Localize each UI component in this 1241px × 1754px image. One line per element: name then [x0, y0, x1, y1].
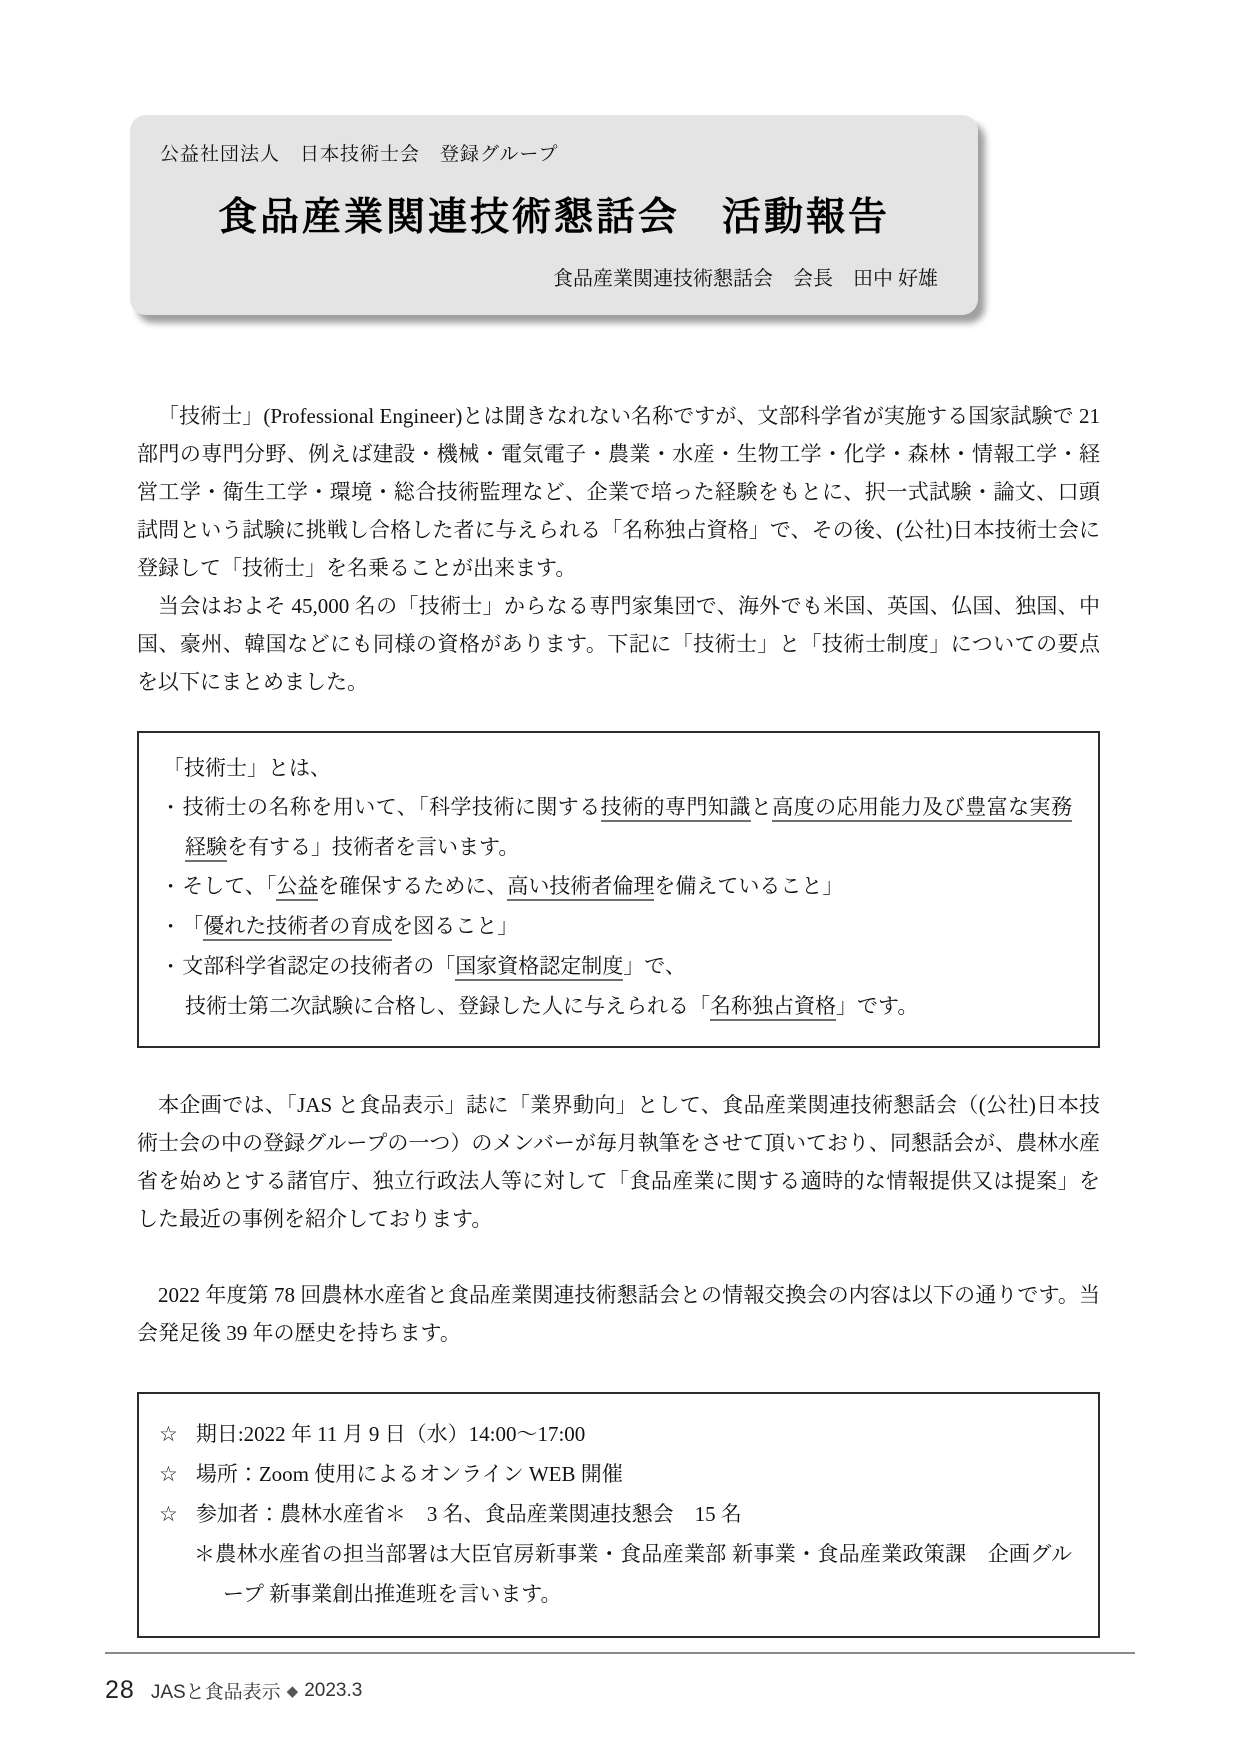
meeting-participants-text: 参加者：農林水産省＊ 3 名、食品産業関連技懇会 15 名	[195, 1502, 742, 1526]
meeting-date-text: 期日:2022 年 11 月 9 日（水）14:00～17:00	[195, 1422, 586, 1446]
footer-divider	[105, 1652, 1135, 1654]
bullet-text: 技術士の名称を用いて、「科学技術に関する	[182, 795, 601, 819]
meeting-date-item	[159, 1414, 1072, 1454]
bullet-text: 技術士第二次試験に合格し、登録した人に与えられる「	[185, 994, 710, 1018]
meeting-note: ＊農林水産省の担当部署は大臣官房新事業・食品産業部 新事業・食品産業政策課 企画グループ 新事業創出推進班を言います。	[194, 1542, 1072, 1606]
bullet-text: 」で、	[623, 954, 686, 978]
meeting-participants-item	[159, 1494, 1072, 1534]
underlined-term: 高度の応用能力及び豊富な実務経験	[185, 795, 1072, 862]
bullet-text: と	[750, 795, 773, 819]
underlined-term: 技術的専門知識	[601, 795, 751, 822]
star-icon: ☆	[159, 1502, 178, 1526]
definition-bullet-2	[155, 867, 1072, 907]
underlined-term: 高い技術者倫理	[507, 874, 654, 901]
definition-bullet-1	[155, 788, 1072, 867]
bullet-icon: •	[168, 879, 174, 895]
bullet-text: 」です。	[836, 994, 919, 1018]
bullet-text: を有する」技術者を言います。	[227, 835, 520, 859]
bullet-text: を確保するために、	[318, 874, 508, 898]
paragraph-publication: 本企画では、「JAS と食品表示」誌に「業界動向」として、食品産業関連技術懇話会（(公社)日本技術士会の中の登録グループの一つ）のメンバーが毎月執筆をさせて頂いており、同懇話会が、農林水産省を始めとする諸官庁、独立行政法人等に対して「食品産業に関する適時的な情報提供又は提案」をした最近の事例を紹介しております。	[137, 1093, 1100, 1231]
author-line: 食品産業関連技術懇話会 会長 田中 好雄	[553, 268, 938, 290]
page-number: 28	[105, 1676, 135, 1704]
organization-line: 公益社団法人 日本技術士会 登録グループ	[160, 144, 559, 165]
underlined-term: 公益	[276, 874, 318, 901]
definition-bullet-3	[155, 907, 1072, 947]
definition-bullet-4	[155, 947, 1072, 987]
star-icon: ☆	[159, 1462, 178, 1486]
page-title: 食品産業関連技術懇話会 活動報告	[217, 196, 890, 239]
footer	[105, 1676, 362, 1705]
journal-name: JASと食品表示	[150, 1682, 281, 1703]
bullet-text: 「	[182, 914, 204, 938]
definition-box	[137, 731, 1100, 1048]
bullet-text: を図ること」	[392, 914, 519, 938]
issue-date: 2023.3	[304, 1679, 363, 1701]
meeting-place-item	[159, 1454, 1072, 1494]
underlined-term: 名称独占資格	[710, 994, 836, 1021]
paragraph-membership: 当会はおよそ 45,000 名の「技術士」からなる専門家集団で、海外でも米国、英国、仏国、独国、中国、豪州、韓国などにも同様の資格があります。下記に「技術士」と「技術士制度」についての要点を以下にまとめました。	[137, 594, 1100, 694]
meeting-place-text: 場所：Zoom 使用によるオンライン WEB 開催	[195, 1462, 623, 1486]
underlined-term: 優れた技術者の育成	[203, 914, 392, 941]
bullet-icon: •	[168, 800, 174, 816]
paragraph-meeting: 2022 年度第 78 回農林水産省と食品産業関連技術懇話会との情報交換会の内容は以下の通りです。当会発足後 39 年の歴史を持ちます。	[137, 1283, 1100, 1345]
bullet-text: を備えていること」	[654, 874, 844, 898]
meeting-info-box	[137, 1392, 1100, 1638]
paragraph-engineer-intro: 「技術士」(Professional Engineer)とは聞きなれない名称ですが、文部科学省が実施する国家試験で 21 部門の専門分野、例えば建設・機械・電気電子・農業・水産・生物工学・化学・森林・情報工学・経営工学・衛生工学・環境・総合技術監理など、企業で培った経験をもとに、択一式試験・論文、口頭試問という試験に挑戦し合格した者に与えられる「名称独占資格」で、その後、(公社)日本技術士会に登録して「技術士」を名乗ることが出来ます。	[137, 404, 1100, 580]
definition-intro: 「技術士」とは、	[163, 756, 331, 780]
bullet-text: そして、「	[182, 874, 277, 898]
star-icon: ☆	[159, 1422, 178, 1446]
bullet-icon: •	[168, 959, 174, 975]
diamond-icon: ◆	[286, 1682, 299, 1700]
underlined-term: 国家資格認定制度	[455, 954, 623, 981]
header-box	[130, 115, 978, 315]
bullet-icon: •	[168, 919, 174, 935]
bullet-text: 文部科学省認定の技術者の「	[182, 954, 456, 978]
content-column	[137, 115, 1100, 1638]
definition-bullet-4-continued	[155, 987, 1072, 1026]
